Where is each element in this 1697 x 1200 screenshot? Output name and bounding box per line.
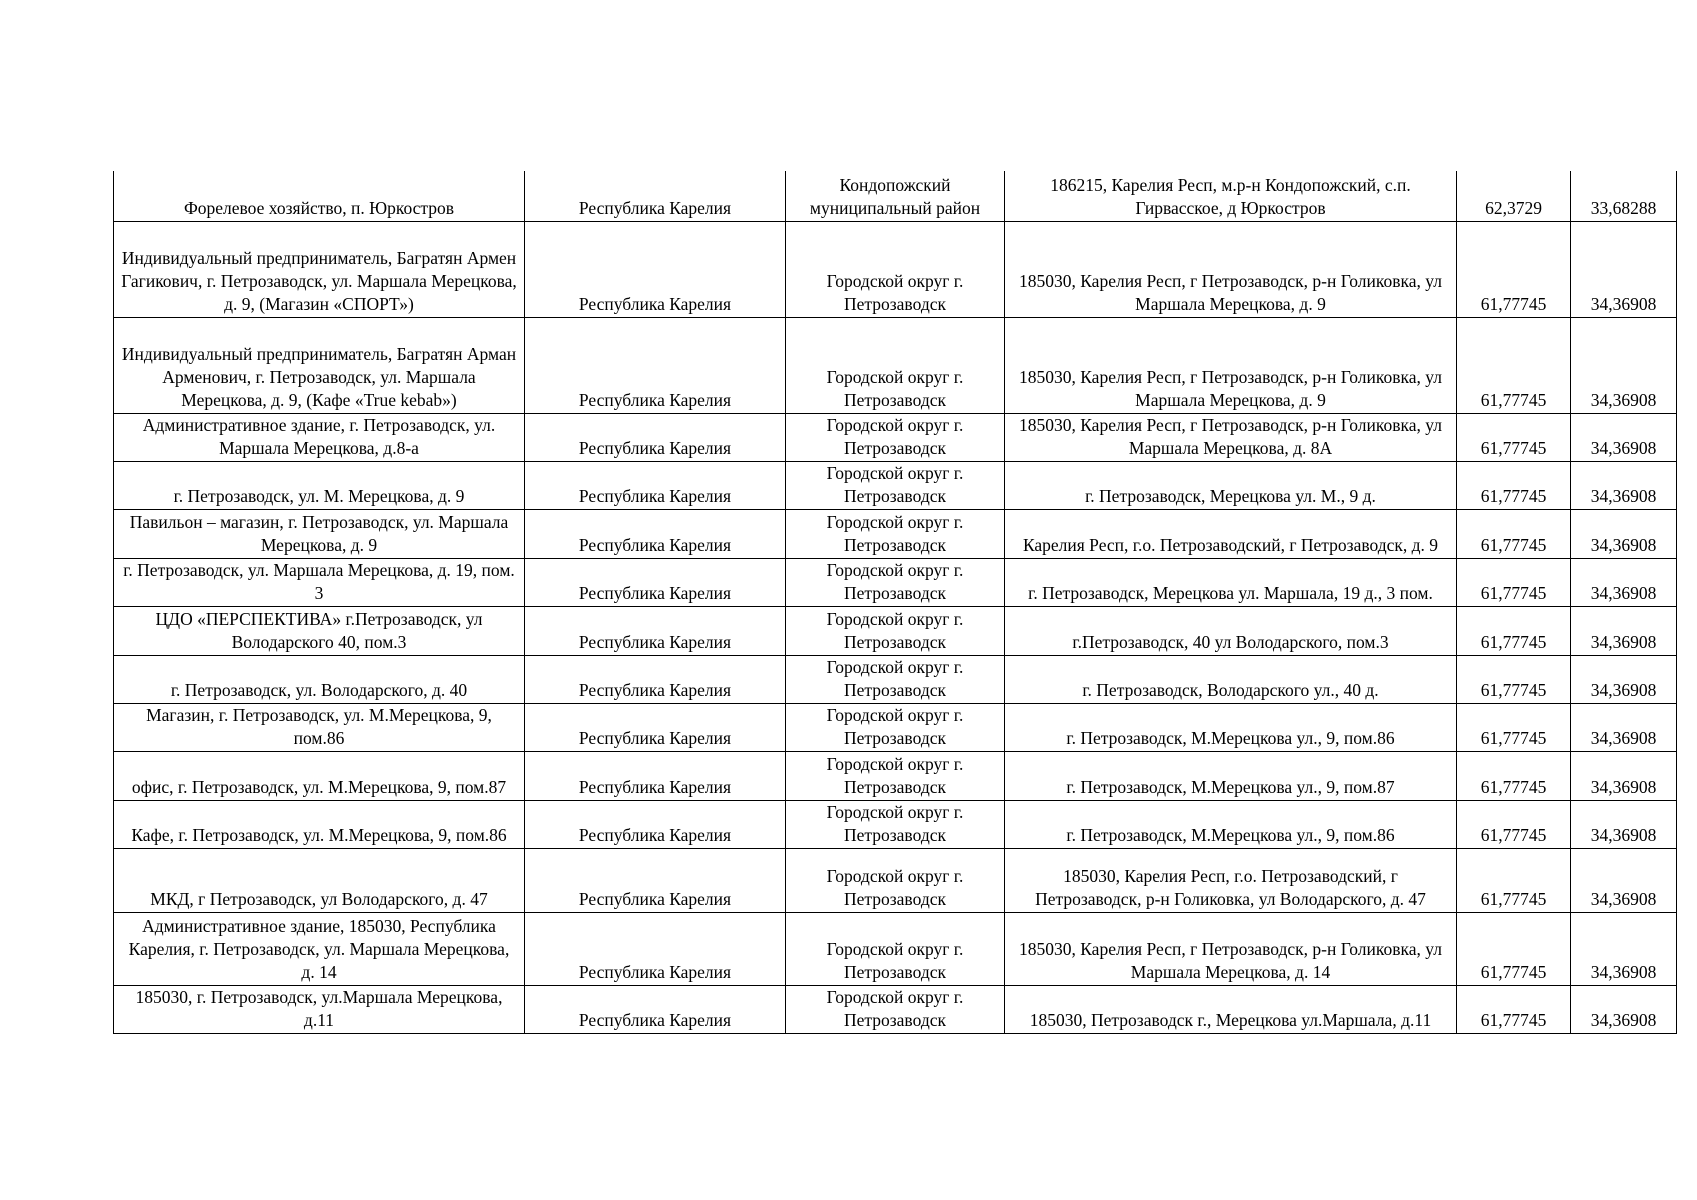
table-row [114,848,1677,912]
table-row [114,558,1677,606]
object-name-cell: Административное здание, 185030, Республика Карелия, г. Петрозаводск, ул. Маршала Мерецкова, д. 14 [114,912,525,985]
longitude-cell: 34,36908 [1571,221,1677,317]
table-row [114,509,1677,558]
region-cell: Республика Карелия [525,221,786,317]
object-name-cell: Магазин, г. Петрозаводск, ул. М.Мерецкова, 9, пом.86 [114,703,525,751]
table-row [114,606,1677,655]
object-name-cell: г. Петрозаводск, ул. Володарского, д. 40 [114,655,525,703]
district-cell: Городской округ г. Петрозаводск [786,317,1005,413]
address-cell: 185030, Карелия Респ, г Петрозаводск, р-н Голиковка, ул Маршала Мерецкова, д. 9 [1005,221,1457,317]
table-row [114,655,1677,703]
region-cell: Республика Карелия [525,413,786,461]
longitude-cell: 34,36908 [1571,606,1677,655]
latitude-cell: 61,77745 [1457,317,1571,413]
longitude-cell: 34,36908 [1571,912,1677,985]
object-name-cell: Индивидуальный предприниматель, Багратян Армен Гагикович, г. Петрозаводск, ул. Маршала Мерецкова, д. 9, (Магазин «СПОРТ») [114,221,525,317]
objects-table [113,171,1677,1034]
table-row [114,703,1677,751]
district-cell: Городской округ г. Петрозаводск [786,413,1005,461]
region-cell: Республика Карелия [525,509,786,558]
latitude-cell: 61,77745 [1457,703,1571,751]
latitude-cell: 61,77745 [1457,800,1571,848]
latitude-cell: 61,77745 [1457,606,1571,655]
object-name-cell: г. Петрозаводск, ул. Маршала Мерецкова, д. 19, пом. 3 [114,558,525,606]
latitude-cell: 61,77745 [1457,558,1571,606]
district-cell: Городской округ г. Петрозаводск [786,912,1005,985]
district-cell: Городской округ г. Петрозаводск [786,509,1005,558]
latitude-cell: 61,77745 [1457,221,1571,317]
longitude-cell: 34,36908 [1571,461,1677,509]
address-cell: Карелия Респ, г.о. Петрозаводский, г Петрозаводск, д. 9 [1005,509,1457,558]
address-cell: г. Петрозаводск, Мерецкова ул. Маршала, 19 д., 3 пом. [1005,558,1457,606]
table-row [114,413,1677,461]
object-name-cell: МКД, г Петрозаводск, ул Володарского, д. 47 [114,848,525,912]
object-name-cell: Кафе, г. Петрозаводск, ул. М.Мерецкова, 9, пом.86 [114,800,525,848]
region-cell: Республика Карелия [525,800,786,848]
district-cell: Городской округ г. Петрозаводск [786,703,1005,751]
table-row [114,317,1677,413]
district-cell: Городской округ г. Петрозаводск [786,606,1005,655]
latitude-cell: 61,77745 [1457,413,1571,461]
longitude-cell: 34,36908 [1571,413,1677,461]
region-cell: Республика Карелия [525,317,786,413]
region-cell: Республика Карелия [525,171,786,221]
longitude-cell: 34,36908 [1571,317,1677,413]
table-body [114,171,1677,1033]
latitude-cell: 61,77745 [1457,461,1571,509]
latitude-cell: 61,77745 [1457,848,1571,912]
address-cell: 185030, Карелия Респ, г.о. Петрозаводский, г Петрозаводск, р-н Голиковка, ул Володарского, д. 47 [1005,848,1457,912]
longitude-cell: 34,36908 [1571,509,1677,558]
table-row [114,800,1677,848]
object-name-cell: Форелевое хозяйство, п. Юркостров [114,171,525,221]
object-name-cell: Павильон – магазин, г. Петрозаводск, ул. Маршала Мерецкова, д. 9 [114,509,525,558]
address-cell: 185030, Карелия Респ, г Петрозаводск, р-н Голиковка, ул Маршала Мерецкова, д. 14 [1005,912,1457,985]
district-cell: Городской округ г. Петрозаводск [786,221,1005,317]
latitude-cell: 62,3729 [1457,171,1571,221]
latitude-cell: 61,77745 [1457,751,1571,800]
table-row [114,751,1677,800]
longitude-cell: 34,36908 [1571,558,1677,606]
object-name-cell: г. Петрозаводск, ул. М. Мерецкова, д. 9 [114,461,525,509]
table-row [114,461,1677,509]
district-cell: Городской округ г. Петрозаводск [786,848,1005,912]
address-cell: 185030, Петрозаводск г., Мерецкова ул.Маршала, д.11 [1005,985,1457,1033]
table-row [114,985,1677,1033]
region-cell: Республика Карелия [525,912,786,985]
region-cell: Республика Карелия [525,848,786,912]
longitude-cell: 34,36908 [1571,703,1677,751]
address-cell: 185030, Карелия Респ, г Петрозаводск, р-н Голиковка, ул Маршала Мерецкова, д. 9 [1005,317,1457,413]
region-cell: Республика Карелия [525,558,786,606]
region-cell: Республика Карелия [525,606,786,655]
object-name-cell: офис, г. Петрозаводск, ул. М.Мерецкова, 9, пом.87 [114,751,525,800]
object-name-cell: ЦДО «ПЕРСПЕКТИВА» г.Петрозаводск, ул Володарского 40, пом.3 [114,606,525,655]
region-cell: Республика Карелия [525,461,786,509]
district-cell: Городской округ г. Петрозаводск [786,655,1005,703]
address-cell: г. Петрозаводск, М.Мерецкова ул., 9, пом.87 [1005,751,1457,800]
district-cell: Городской округ г. Петрозаводск [786,461,1005,509]
district-cell: Кондопожский муниципальный район [786,171,1005,221]
district-cell: Городской округ г. Петрозаводск [786,558,1005,606]
latitude-cell: 61,77745 [1457,912,1571,985]
longitude-cell: 33,68288 [1571,171,1677,221]
region-cell: Республика Карелия [525,985,786,1033]
district-cell: Городской округ г. Петрозаводск [786,751,1005,800]
district-cell: Городской округ г. Петрозаводск [786,800,1005,848]
district-cell: Городской округ г. Петрозаводск [786,985,1005,1033]
address-cell: г. Петрозаводск, Володарского ул., 40 д. [1005,655,1457,703]
table-row [114,171,1677,221]
address-cell: г. Петрозаводск, М.Мерецкова ул., 9, пом.86 [1005,800,1457,848]
longitude-cell: 34,36908 [1571,985,1677,1033]
address-cell: 186215, Карелия Респ, м.р-н Кондопожский, с.п. Гирвасское, д Юркостров [1005,171,1457,221]
object-name-cell: Административное здание, г. Петрозаводск, ул. Маршала Мерецкова, д.8-а [114,413,525,461]
address-cell: г. Петрозаводск, Мерецкова ул. М., 9 д. [1005,461,1457,509]
object-name-cell: Индивидуальный предприниматель, Багратян Арман Арменович, г. Петрозаводск, ул. Маршала Мерецкова, д. 9, (Кафе «True kebab») [114,317,525,413]
table-row [114,221,1677,317]
longitude-cell: 34,36908 [1571,848,1677,912]
address-cell: г.Петрозаводск, 40 ул Володарского, пом.3 [1005,606,1457,655]
latitude-cell: 61,77745 [1457,509,1571,558]
address-cell: 185030, Карелия Респ, г Петрозаводск, р-н Голиковка, ул Маршала Мерецкова, д. 8А [1005,413,1457,461]
longitude-cell: 34,36908 [1571,751,1677,800]
longitude-cell: 34,36908 [1571,800,1677,848]
region-cell: Республика Карелия [525,655,786,703]
table-row [114,912,1677,985]
region-cell: Республика Карелия [525,703,786,751]
address-cell: г. Петрозаводск, М.Мерецкова ул., 9, пом.86 [1005,703,1457,751]
longitude-cell: 34,36908 [1571,655,1677,703]
object-name-cell: 185030, г. Петрозаводск, ул.Маршала Мерецкова, д.11 [114,985,525,1033]
region-cell: Республика Карелия [525,751,786,800]
latitude-cell: 61,77745 [1457,985,1571,1033]
latitude-cell: 61,77745 [1457,655,1571,703]
